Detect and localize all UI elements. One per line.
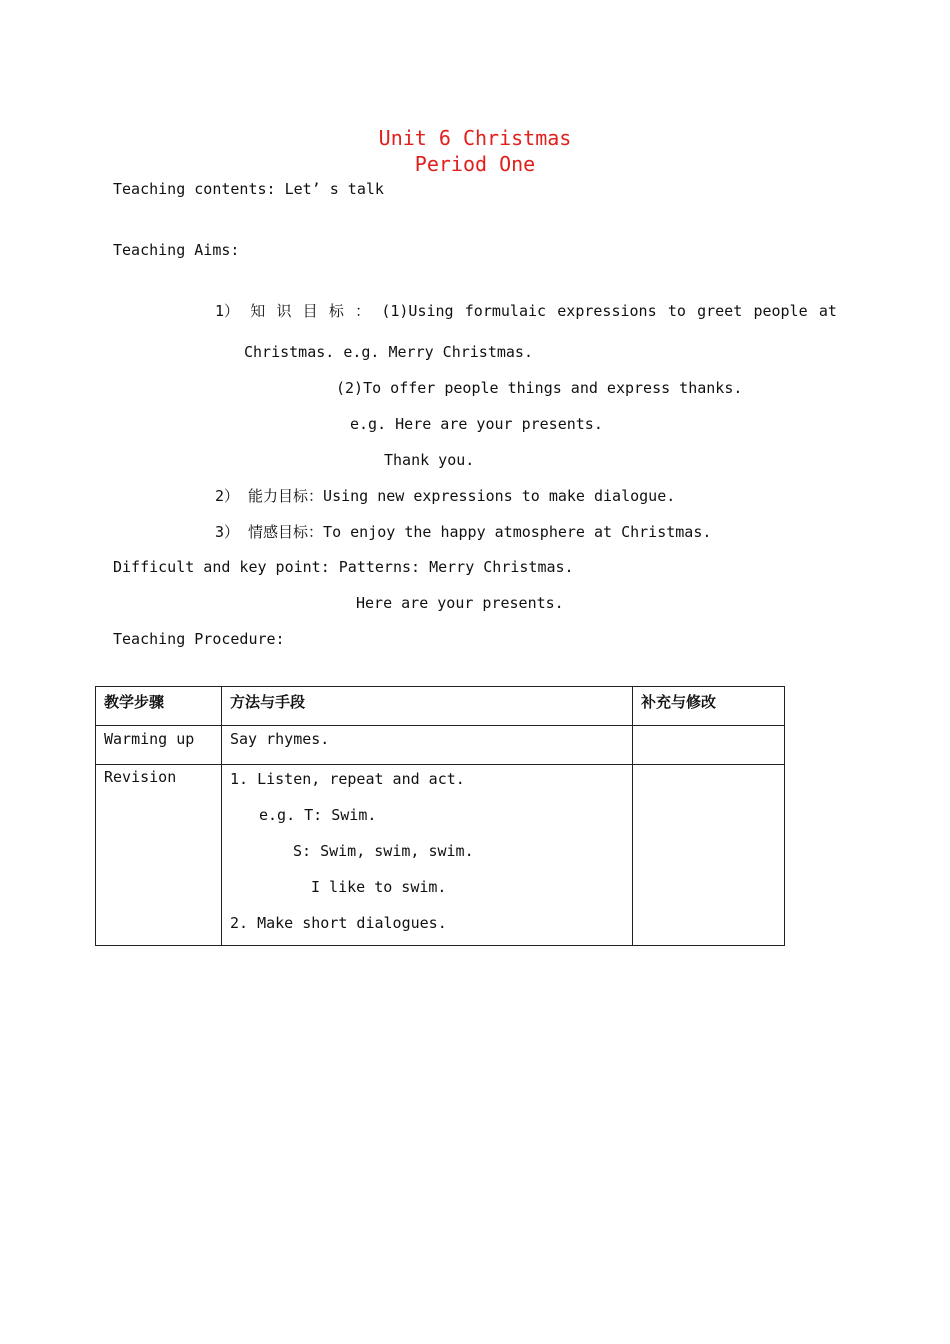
step-cell: Warming up [96, 726, 222, 765]
aim-1-word: 知 [250, 302, 266, 320]
aim-1-word: at [818, 302, 837, 320]
aim-1-word: (1)Using [381, 302, 454, 320]
table-row [96, 726, 785, 765]
document-subtitle: Period One [414, 152, 536, 176]
method-cell [222, 765, 633, 946]
step-cell: Revision [96, 765, 222, 946]
aim-1-word: 目 [302, 302, 318, 320]
notes-cell [633, 765, 785, 946]
table-row [96, 765, 785, 946]
aim-2: 2） 能力目标：Using new expressions to make dialogue. [215, 487, 676, 505]
teaching-aims-heading: Teaching Aims: [113, 241, 240, 259]
procedure-table [95, 686, 785, 946]
method-cell: Say rhymes. [222, 726, 633, 765]
method-line: 1. Listen, repeat and act. [230, 770, 465, 788]
difficult-key-point-2: Here are your presents. [356, 594, 564, 612]
procedure-heading: Teaching Procedure: [113, 630, 285, 648]
aim-1-sub-2: (2)To offer people things and express thanks. [336, 379, 743, 397]
aim-1-thanks: Thank you. [384, 451, 475, 469]
aim-1-word: formulaic [464, 302, 547, 320]
aim-1-word: greet [697, 302, 743, 320]
aim-3: 3） 情感目标：To enjoy the happy atmosphere at Christmas. [215, 523, 712, 541]
aim-1-word: people [753, 302, 808, 320]
header-notes: 补充与修改 [633, 687, 785, 726]
aim-1-word: 1） [215, 302, 240, 320]
aim-1-example: e.g. Here are your presents. [350, 415, 603, 433]
aim-1-word: ： [355, 302, 371, 320]
header-step: 教学步骤 [96, 687, 222, 726]
aim-1-word: 识 [276, 302, 292, 320]
notes-cell [633, 726, 785, 765]
aim-1-word: to [667, 302, 686, 320]
header-method: 方法与手段 [222, 687, 633, 726]
aim-1-line [215, 301, 837, 321]
document-title: Unit 6 Christmas [378, 126, 572, 150]
method-line: I like to swim. [311, 878, 447, 896]
aim-1-word: expressions [557, 302, 657, 320]
method-line: S: Swim, swim, swim. [293, 842, 474, 860]
table-header-row [96, 687, 785, 726]
method-line: e.g. T: Swim. [259, 806, 377, 824]
method-line: 2. Make short dialogues. [230, 914, 447, 932]
teaching-contents: Teaching contents: Let’ s talk [113, 180, 384, 198]
difficult-key-point: Difficult and key point: Patterns: Merry Christmas. [113, 558, 574, 576]
aim-1-word: 标 [328, 302, 344, 320]
aim-1-continuation: Christmas. e.g. Merry Christmas. [244, 343, 533, 361]
